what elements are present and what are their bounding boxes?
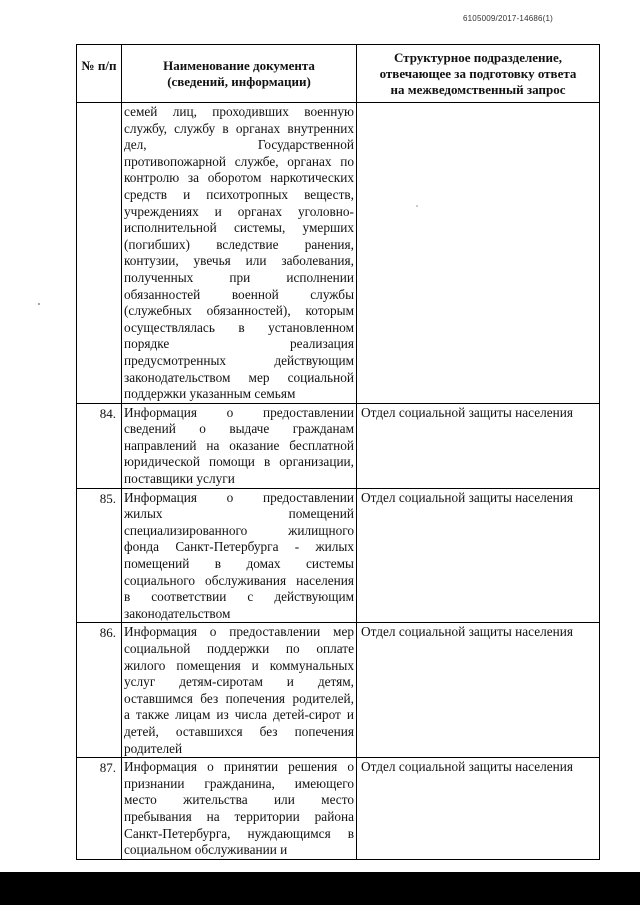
document-name-line: законодательством — [124, 605, 231, 621]
row-department: Отдел социальной защиты населения — [357, 403, 600, 488]
row-number: 87. — [77, 758, 122, 860]
scan-speck — [38, 303, 40, 305]
document-name-line: контролю за оборотом наркотических — [124, 170, 354, 186]
table-header-row — [77, 45, 600, 103]
header-department-line3: на межведомственный запрос — [390, 82, 566, 97]
document-name-line: Информация о принятии решения о — [124, 759, 354, 775]
document-name-line: социального обслуживания населения — [124, 572, 354, 588]
table-row — [77, 623, 600, 758]
document-name-line: сведений о выдаче гражданам — [124, 421, 354, 437]
document-name-line: помещений в домах системы — [124, 556, 354, 572]
row-department: Отдел социальной защиты населения — [357, 758, 600, 860]
row-document-name — [122, 103, 357, 404]
header-document-name-line2: (сведений, информации) — [167, 74, 311, 89]
header-department-line2: отвечающее за подготовку ответа — [379, 66, 577, 81]
header-number: № п/п — [77, 45, 122, 103]
table-row — [77, 403, 600, 488]
document-name-line: полученных при исполнении — [124, 269, 354, 285]
table-row — [77, 488, 600, 623]
document-name-line: жилых помещений — [124, 506, 354, 522]
document-name-line: (погибших) вследствие ранения, — [124, 236, 354, 252]
row-document-name — [122, 758, 357, 860]
document-name-line: в соответствии с действующим — [124, 589, 354, 605]
document-name-line: средств и психотропных веществ, — [124, 186, 354, 202]
document-name-line: осуществлялась в установленном — [124, 319, 354, 335]
row-document-name — [122, 403, 357, 488]
document-name-line: порядке реализация — [124, 336, 354, 352]
document-name-line: Санкт-Петербурга, нуждающимся в — [124, 825, 354, 841]
row-number: 86. — [77, 623, 122, 758]
document-name-line: Информация о предоставлении мер — [124, 624, 354, 640]
document-name-line: услуг детям-сиротам и детям, — [124, 674, 354, 690]
document-name-line: детей, оставшихся без попечения — [124, 723, 354, 739]
header-department-line1: Структурное подразделение, — [393, 50, 563, 65]
document-name-line: жилого помещения и коммунальных — [124, 657, 354, 673]
document-number: 6105009/2017-14686(1) — [463, 14, 554, 23]
document-name-line: обязанностей военной службы — [124, 286, 354, 302]
document-name-line: пребывания на территории района — [124, 808, 354, 824]
document-name-line: противопожарной службе, органах по — [124, 153, 354, 169]
document-name-line: фонда Санкт-Петербурга - жилых — [124, 539, 354, 555]
document-name-line: специализированного жилищного — [124, 522, 354, 538]
scan-speck — [416, 205, 418, 207]
document-name-line: а также лицам из числа детей-сирот и — [124, 707, 354, 723]
document-name-line: законодательством мер социальной — [124, 369, 354, 385]
document-name-line: юридической помощи в организации, — [124, 454, 354, 470]
document-name-line: поставщики услуги — [124, 471, 235, 487]
document-name-line: исполнительной системы, умерших — [124, 220, 354, 236]
header-document-name-line1: Наименование документа — [163, 58, 315, 73]
document-name-line: Информация о предоставлении — [124, 489, 354, 505]
documents-table — [76, 44, 600, 860]
document-name-line: направлений на оказание бесплатной — [124, 437, 354, 453]
table-row — [77, 103, 600, 404]
header-document-name — [122, 45, 357, 103]
document-name-line: службу, службу в органах внутренних — [124, 120, 354, 136]
document-name-line: учреждениях и органах уголовно- — [124, 203, 354, 219]
row-department: Отдел социальной защиты населения — [357, 623, 600, 758]
document-name-line: семей лиц, проходивших военную — [124, 104, 354, 119]
document-name-line: поддержки указанным семьям — [124, 386, 296, 402]
document-name-line: Информация о предоставлении — [124, 404, 354, 420]
document-name-line: место жительства или место — [124, 792, 354, 808]
row-document-name — [122, 623, 357, 758]
document-name-line: предусмотренных действующим — [124, 352, 354, 368]
table-body — [77, 103, 600, 860]
document-name-line: (служебных обязанностей), которым — [124, 303, 354, 319]
document-name-line: родителей — [124, 740, 183, 756]
row-department — [357, 103, 600, 404]
row-number: 84. — [77, 403, 122, 488]
table-row — [77, 758, 600, 860]
row-number: 85. — [77, 488, 122, 623]
row-number — [77, 103, 122, 404]
document-name-line: оставшимся без попечения родителей, — [124, 690, 354, 706]
header-department — [357, 45, 600, 103]
row-document-name — [122, 488, 357, 623]
document-name-line: социальной поддержки по оплате — [124, 641, 354, 656]
document-name-line: признании гражданина, имеющего — [124, 775, 354, 791]
document-name-line: дел, Государственной — [124, 137, 354, 153]
scan-bottom-edge — [0, 872, 640, 905]
row-department: Отдел социальной защиты населения — [357, 488, 600, 623]
document-name-line: социальном обслуживании и — [124, 842, 288, 858]
document-name-line: контузии, увечья или заболевания, — [124, 253, 354, 269]
